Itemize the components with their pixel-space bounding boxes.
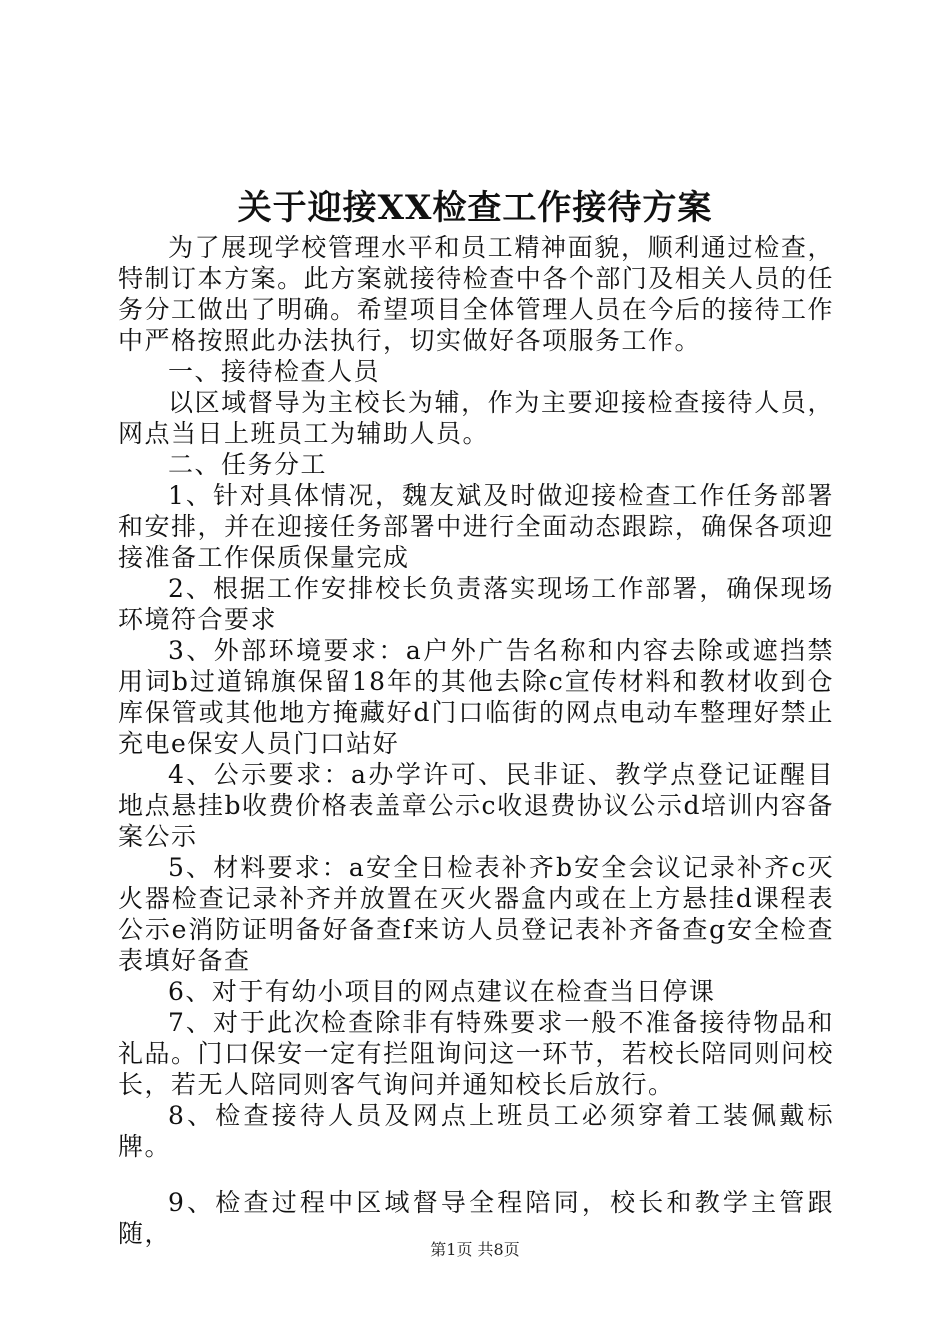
task-item-5: 5、材料要求：a安全日检表补齐b安全会议记录补齐c灭火器检查记录补齐并放置在灭火器盒内或在上方悬挂d课程表公示e消防证明备好备查f来访人员登记表补齐备查g安全检查表填好备查 bbox=[118, 853, 834, 975]
task-item-4: 4、公示要求：a办学许可、民非证、教学点登记证醒目地点悬挂b收费价格表盖章公示c收退费协议公示d培训内容备案公示 bbox=[118, 760, 834, 851]
task-item-8: 8、检查接待人员及网点上班员工必须穿着工装佩戴标牌。 bbox=[118, 1101, 834, 1161]
document-body bbox=[118, 232, 834, 1249]
task-item-3: 3、外部环境要求：a户外广告名称和内容去除或遮挡禁用词b过道锦旗保留18年的其他去除c宣传材料和教材收到仓库保管或其他地方掩藏好d门口临街的网点电动车整理好禁止充电e保安人员门口站好 bbox=[118, 636, 834, 758]
inspection-staff-paragraph: 以区域督导为主校长为辅，作为主要迎接检查接待人员，网点当日上班员工为辅助人员。 bbox=[118, 388, 834, 448]
task-item-7: 7、对于此次检查除非有特殊要求一般不准备接待物品和礼品。门口保安一定有拦阻询问这一环节，若校长陪同则问校长，若无人陪同则客气询问并通知校长后放行。 bbox=[118, 1008, 834, 1099]
task-item-1: 1、针对具体情况，魏友斌及时做迎接检查工作任务部署和安排，并在迎接任务部署中进行全面动态跟踪，确保各项迎接准备工作保质保量完成 bbox=[118, 481, 834, 572]
page-footer: 第1页 共8页 bbox=[430, 1240, 520, 1259]
task-item-2: 2、根据工作安排校长负责落实现场工作部署，确保现场环境符合要求 bbox=[118, 574, 834, 634]
section-heading-inspection-staff: 一、接待检查人员 bbox=[168, 357, 381, 386]
task-item-6: 6、对于有幼小项目的网点建议在检查当日停课 bbox=[168, 977, 716, 1006]
document-title: 关于迎接XX检查工作接待方案 bbox=[237, 188, 713, 228]
intro-paragraph: 为了展现学校管理水平和员工精神面貌，顺利通过检查，特制订本方案。此方案就接待检查中各个部门及相关人员的任务分工做出了明确。希望项目全体管理人员在今后的接待工作中严格按照此办法执行，切实做好各项服务工作。 bbox=[118, 233, 834, 355]
task-item-9: 9、检查过程中区域督导全程陪同，校长和教学主管跟随， bbox=[118, 1188, 834, 1248]
section-heading-task-division: 二、任务分工 bbox=[168, 450, 328, 479]
